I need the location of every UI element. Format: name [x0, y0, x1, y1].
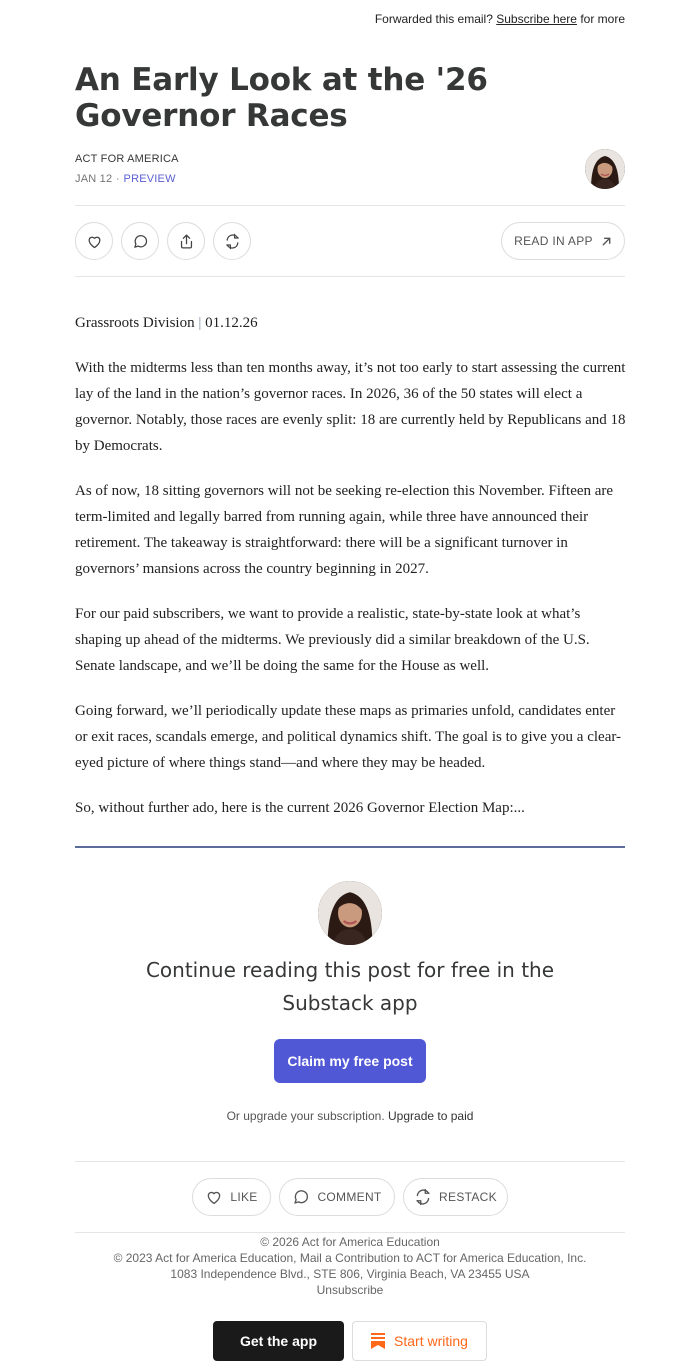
author-name[interactable]: ACT FOR AMERICA [75, 153, 179, 165]
footer-copyright: © 2026 Act for America Education [260, 1235, 440, 1249]
upgrade-line [0, 1109, 700, 1123]
post-date: JAN 12 [75, 173, 113, 185]
upgrade-text: Or upgrade your subscription. [226, 1109, 385, 1123]
paragraph: With the midterms less than ten months away, it’s not too early to start assessing the current lay of the land in the nation’s governor races. In 2026, 36 of the 50 states will elect a governor. Notably, those races are evenly split: 18 are currently held by Republicans and 18 by Democrats. [75, 360, 626, 454]
paywall-divider [75, 846, 625, 848]
unsubscribe-link[interactable]: Unsubscribe [316, 1283, 384, 1297]
forwarded-text: Forwarded this email? [374, 12, 493, 26]
claim-free-post-button[interactable]: Claim my free post [274, 1039, 426, 1083]
header-divider-top [75, 205, 625, 206]
cta-title: Continue reading this post for free in the Substack app [145, 958, 555, 1015]
post-body [75, 310, 630, 840]
get-the-app-button[interactable]: Get the app [213, 1321, 344, 1361]
start-writing-button[interactable] [352, 1321, 487, 1361]
cta-avatar [318, 881, 382, 945]
restack-button[interactable] [213, 222, 251, 260]
footer-address: 1083 Independence Blvd., STE 806, Virginia Beach, VA 23455 USA [170, 1267, 530, 1281]
read-in-app-button[interactable] [501, 222, 625, 260]
restack-icon [224, 233, 241, 250]
meta-dot: ∙ [116, 173, 120, 185]
paragraph: So, without further ado, here is the current 2026 Governor Election Map:... [75, 800, 525, 816]
post-title[interactable]: An Early Look at the '26 Governor Races [75, 62, 488, 134]
comment-icon [292, 1188, 310, 1206]
heart-icon [86, 233, 103, 250]
engagement-divider [75, 1161, 625, 1162]
header-divider-bottom [75, 276, 625, 277]
paragraph: Going forward, we’ll periodically update these maps as primaries unfold, candidates enter or exit races, scandals emerge, and political dynamics shift. The goal is to give you a clear-eyed picture of where things stand—and where they may be headed. [75, 703, 622, 771]
paragraph: For our paid subscribers, we want to provide a realistic, state-by-state look at what’s shaping up ahead of the midterms. We previously did a similar breakdown of the U.S. Senate landscape, and we’ll be doing the same for the House as well. [75, 606, 590, 674]
author-avatar[interactable] [585, 149, 625, 189]
subscribe-suffix: for more [580, 12, 625, 26]
read-in-app-label: READ IN APP [514, 234, 593, 248]
subscribe-link[interactable]: Subscribe here [496, 12, 577, 26]
like-button[interactable] [75, 222, 113, 260]
footer-legal: © 2023 Act for America Education, Mail a Contribution to ACT for America Education, Inc. [113, 1251, 587, 1265]
byline-division: Grassroots Division [75, 315, 195, 331]
footer-divider [75, 1232, 625, 1233]
preview-badge: PREVIEW [123, 173, 176, 185]
comment-pill-button[interactable] [279, 1178, 395, 1216]
comment-icon [132, 233, 149, 250]
share-icon [178, 233, 195, 250]
post-meta [75, 173, 176, 185]
comment-button[interactable] [121, 222, 159, 260]
upgrade-to-paid-link[interactable]: Upgrade to paid [388, 1109, 474, 1123]
comment-label: COMMENT [317, 1190, 382, 1204]
substack-logo-icon [371, 1333, 385, 1349]
byline-date: 01.12.26 [205, 315, 258, 331]
share-button[interactable] [167, 222, 205, 260]
start-writing-label: Start writing [394, 1333, 468, 1349]
forwarded-line [375, 12, 625, 26]
byline [75, 310, 630, 336]
restack-label: RESTACK [439, 1190, 497, 1204]
heart-icon [205, 1188, 223, 1206]
like-label: LIKE [230, 1190, 258, 1204]
paragraph: As of now, 18 sitting governors will not be seeking re-election this November. Fifteen are term-limited and legally barred from running again, while three have announced their retirement. The takeaway is straightforward: there will be a significant turnover in governors’ mansions across the country beginning in 2027. [75, 483, 614, 577]
arrow-up-right-icon [601, 236, 612, 247]
restack-pill-button[interactable] [403, 1178, 508, 1216]
like-pill-button[interactable] [192, 1178, 271, 1216]
restack-icon [414, 1188, 432, 1206]
byline-separator: | [198, 315, 202, 331]
